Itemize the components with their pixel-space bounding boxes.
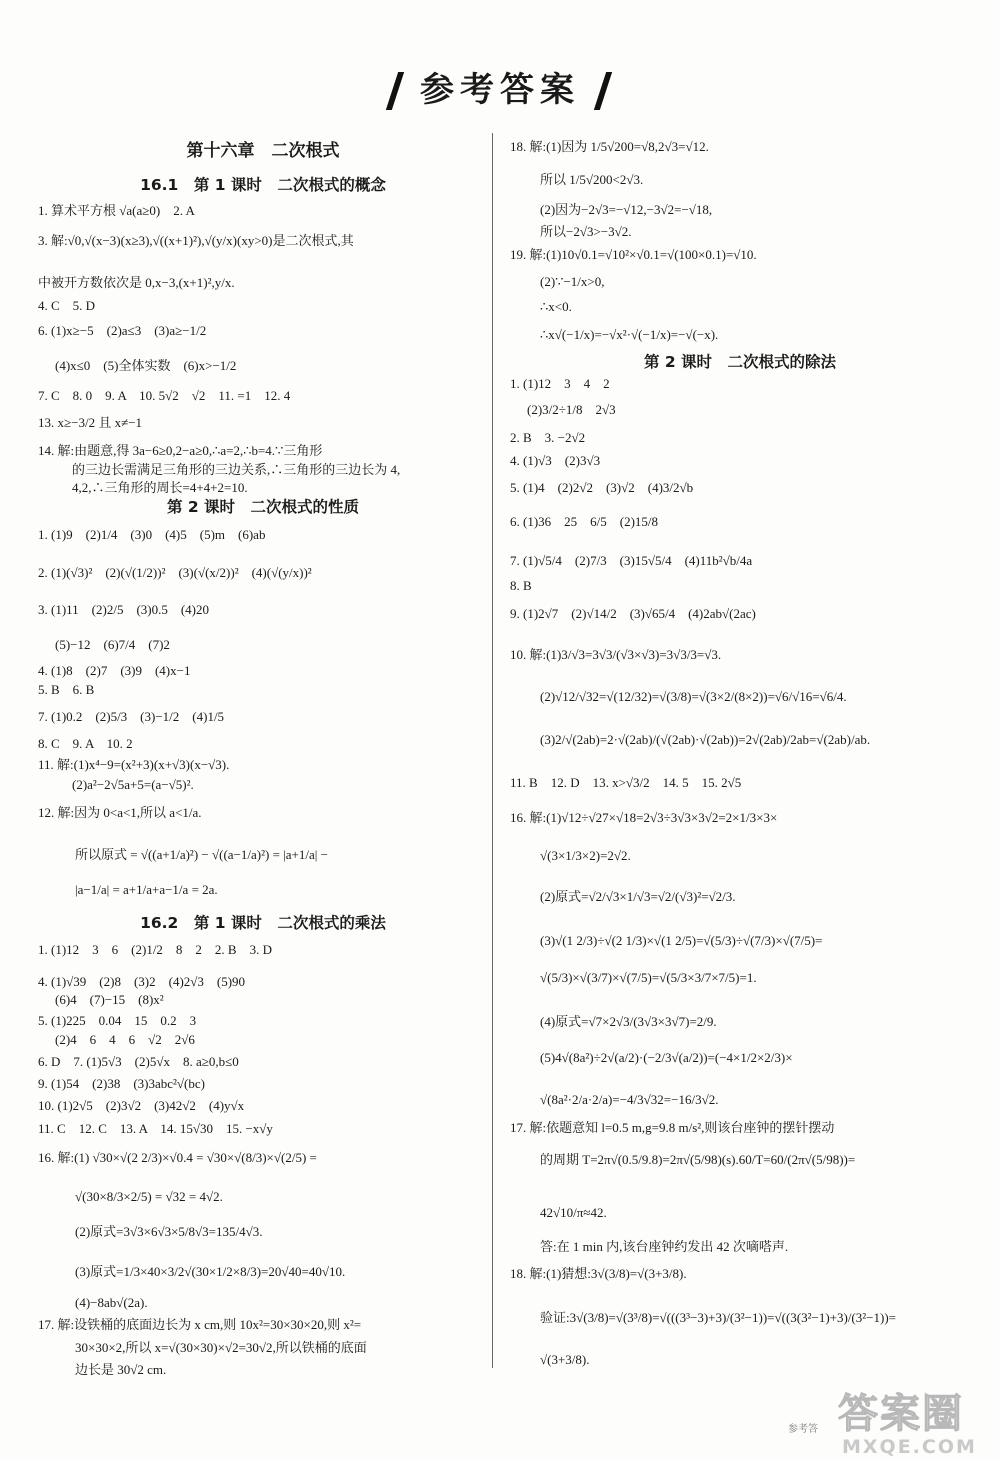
answer-line: √(3×1/3×2)=2√2. — [540, 848, 631, 863]
answer-line: √(8a²·2/a·2/a)=−4/3√32=−16/3√2. — [540, 1092, 719, 1107]
answer-line: 8. B — [510, 578, 532, 593]
answer-line: 8. C 9. A 10. 2 — [38, 736, 133, 751]
answer-line: 9. (1)54 (2)38 (3)3abc²√(bc) — [38, 1076, 205, 1091]
answer-line: 17. 解:依题意知 l=0.5 m,g=9.8 m/s²,则该台座钟的摆针摆动 — [510, 1120, 835, 1135]
answer-line: 所以−2√3>−3√2. — [540, 224, 632, 239]
answer-line: 的三边长需满足三角形的三边关系,∴三角形的三边长为 4, — [72, 462, 401, 477]
answer-line: 42√10/π≈42. — [540, 1205, 607, 1220]
answer-line: 10. (1)2√5 (2)3√2 (3)42√2 (4)y√x — [38, 1098, 245, 1113]
answer-line: 所以 1/5√200<2√3. — [540, 172, 644, 187]
answer-line: 18. 解:(1)猜想:3√(3/8)=√(3+3/8). — [510, 1266, 687, 1281]
answer-line: 13. x≥−3/2 且 x≠−1 — [38, 415, 143, 430]
answer-line: (3)原式=1/3×40×3/2√(30×1/2×8/3)=20√40=40√10. — [75, 1264, 346, 1279]
answer-line: 16. 解:(1) √30×√(2 2/3)×√0.4 = √30×√(8/3)×√(2/5) = — [38, 1150, 317, 1165]
section-heading: 第 2 课时 二次根式的除法 — [643, 353, 837, 371]
answer-line: (2)原式=3√3×6√3×5/8√3=135/4√3. — [75, 1224, 263, 1239]
answer-line: 的周期 T=2π√(0.5/9.8)=2π√(5/98)(s).60/T=60/(2π√(5/98))= — [540, 1152, 856, 1167]
answer-line: 1. (1)12 3 6 (2)1/2 8 2 2. B 3. D — [38, 942, 272, 957]
answer-line: 4. C 5. D — [38, 298, 96, 313]
answer-line: (2)3/2÷1/8 2√3 — [527, 402, 616, 417]
answer-line: √(5/3)×√(3/7)×√(7/5)=√(5/3×3/7×7/5)=1. — [540, 970, 757, 985]
answer-line: 11. 解:(1)x⁴−9=(x²+3)(x+√3)(x−√3). — [38, 757, 230, 772]
answer-line: 2. B 3. −2√2 — [510, 430, 586, 445]
answer-line: (3)2/√(2ab)=2·√(2ab)/(√(2ab)·√(2ab))=2√(2ab)/2ab=√(2ab)/ab. — [540, 732, 871, 747]
answer-line: 14. 解:由题意,得 3a−6≥0,2−a≥0,∴a=2,∴b=4.∵三角形 — [38, 443, 323, 458]
answer-line: 17. 解:设铁桶的底面边长为 x cm,则 10x²=30×30×20,则 x²= — [38, 1317, 362, 1332]
page-title: 参考答案 — [420, 70, 580, 110]
watermark-url: MXQE.COM — [842, 1436, 977, 1458]
answer-line: 10. 解:(1)3/√3=3√3/(√3×√3)=3√3/3=√3. — [510, 647, 722, 662]
answer-line: 4. (1)√39 (2)8 (3)2 (4)2√3 (5)90 — [38, 974, 246, 989]
answer-line: (2)√12/√32=√(12/32)=√(3/8)=√(3×2/(8×2))=√6/√16=√6/4. — [540, 689, 847, 704]
answer-line: 6. (1)36 25 6/5 (2)15/8 — [510, 514, 659, 529]
answer-line: ∴x<0. — [540, 299, 572, 314]
answer-line: 11. B 12. D 13. x>√3/2 14. 5 15. 2√5 — [510, 775, 742, 790]
answer-line: (6)4 (7)−15 (8)x² — [55, 992, 164, 1007]
answer-line: 6. (1)x≥−5 (2)a≤3 (3)a≥−1/2 — [38, 323, 207, 338]
answer-line: (4)原式=√7×2√3/(3√3×3√7)=2/9. — [540, 1014, 717, 1029]
answer-line: 5. B 6. B — [38, 682, 95, 697]
answer-line: 验证:3√(3/8)=√(3³/8)=√(((3³−3)+3)/(3²−1))=√((3(3²−1)+3)/(3²−1))= — [540, 1310, 896, 1325]
right-column — [500, 0, 990, 1459]
answer-line: ∴x√(−1/x)=−√x²·√(−1/x)=−√(−x). — [540, 327, 719, 342]
answer-line: 4,2,∴三角形的周长=4+4+2=10. — [72, 480, 248, 495]
answer-line: 1. (1)12 3 4 2 — [510, 376, 610, 391]
answer-line: 1. 算术平方根 √a(a≥0) 2. A — [38, 203, 195, 218]
answer-line: 答:在 1 min 内,该台座钟约发出 42 次嘀嗒声. — [540, 1239, 789, 1254]
section-heading: 16.1 第 1 课时 二次根式的概念 — [140, 176, 386, 194]
answer-line: 所以原式 = √((a+1/a)²) − √((a−1/a)²) = |a+1/a| − — [75, 847, 328, 862]
answer-line: 边长是 30√2 cm. — [75, 1362, 167, 1377]
answer-line: 9. (1)2√7 (2)√14/2 (3)√65/4 (4)2ab√(2ac) — [510, 606, 756, 621]
answer-line: 11. C 12. C 13. A 14. 15√30 15. −x√y — [38, 1121, 273, 1136]
answer-line: √(30×8/3×2/5) = √32 = 4√2. — [75, 1189, 223, 1204]
answer-line: 1. (1)9 (2)1/4 (3)0 (4)5 (5)m (6)ab — [38, 527, 266, 542]
answer-line: 18. 解:(1)因为 1/5√200=√8,2√3=√12. — [510, 139, 709, 154]
answer-line: 4. (1)8 (2)7 (3)9 (4)x−1 — [38, 663, 191, 678]
answer-line: (2)∵−1/x>0, — [540, 274, 605, 289]
answer-line: 中被开方数依次是 0,x−3,(x+1)²,y/x. — [38, 275, 235, 290]
column-divider — [492, 133, 493, 1368]
answer-line: 3. 解:√0,√(x−3)(x≥3),√((x+1)²),√(y/x)(xy>0)是二次根式,其 — [38, 233, 354, 248]
chapter-title: 第十六章 二次根式 — [186, 141, 340, 161]
answer-line: 4. (1)√3 (2)3√3 — [510, 453, 601, 468]
answer-line: 7. (1)√5/4 (2)7/3 (3)15√5/4 (4)11b²√b/4a — [510, 553, 753, 568]
answer-line: √(3+3/8). — [540, 1352, 590, 1367]
section-heading: 16.2 第 1 课时 二次根式的乘法 — [140, 914, 386, 932]
answer-line: (2)原式=√2/√3×1/√3=√2/(√3)²=√2/3. — [540, 889, 736, 904]
answer-line: 16. 解:(1)√12÷√27×√18=2√3÷3√3×3√2=2×1/3×3× — [510, 810, 778, 825]
answer-line: 2. (1)(√3)² (2)(√(1/2))² (3)(√(x/2))² (4)(√(y/x))² — [38, 565, 312, 580]
answer-line: 7. (1)0.2 (2)5/3 (3)−1/2 (4)1/5 — [38, 709, 225, 724]
answer-line: 3. (1)11 (2)2/5 (3)0.5 (4)20 — [38, 602, 210, 617]
answer-line: (2)因为−2√3=−√12,−3√2=−√18, — [540, 202, 713, 217]
answer-line: 5. (1)4 (2)2√2 (3)√2 (4)3/2√b — [510, 480, 694, 495]
answer-line: 6. D 7. (1)5√3 (2)5√x 8. a≥0,b≤0 — [38, 1054, 239, 1069]
footer-label: 参考答 — [788, 1424, 818, 1435]
watermark-logo: 答案圈 — [838, 1391, 964, 1437]
answer-line: (5)4√(8a²)÷2√(a/2)·(−2/3√(a/2))=(−4×1/2×2/3)× — [540, 1050, 793, 1065]
answer-line: (5)−12 (6)7/4 (7)2 — [55, 637, 170, 652]
answer-line: |a−1/a| = a+1/a+a−1/a = 2a. — [75, 882, 218, 897]
answer-line: (2)a²−2√5a+5=(a−√5)². — [72, 777, 194, 792]
answer-line: (4)x≤0 (5)全体实数 (6)x>−1/2 — [55, 358, 237, 373]
answer-line: (3)√(1 2/3)÷√(2 1/3)×√(1 2/5)=√(5/3)÷√(7/3)×√(7/5)= — [540, 933, 823, 948]
left-column — [0, 0, 490, 1459]
answer-line: 5. (1)225 0.04 15 0.2 3 — [38, 1013, 197, 1028]
section-heading: 第 2 课时 二次根式的性质 — [166, 498, 360, 516]
answer-line: (2)4 6 4 6 √2 2√6 — [55, 1032, 195, 1047]
answer-line: 12. 解:因为 0<a<1,所以 a<1/a. — [38, 805, 202, 820]
answer-line: 19. 解:(1)10√0.1=√10²×√0.1=√(100×0.1)=√10. — [510, 247, 757, 262]
answer-line: 30×30×2,所以 x=√(30×30)×√2=30√2,所以铁桶的底面 — [75, 1340, 367, 1355]
answer-line: (4)−8ab√(2a). — [75, 1295, 148, 1310]
answer-line: 7. C 8. 0 9. A 10. 5√2 √2 11. =1 12. 4 — [38, 388, 291, 403]
